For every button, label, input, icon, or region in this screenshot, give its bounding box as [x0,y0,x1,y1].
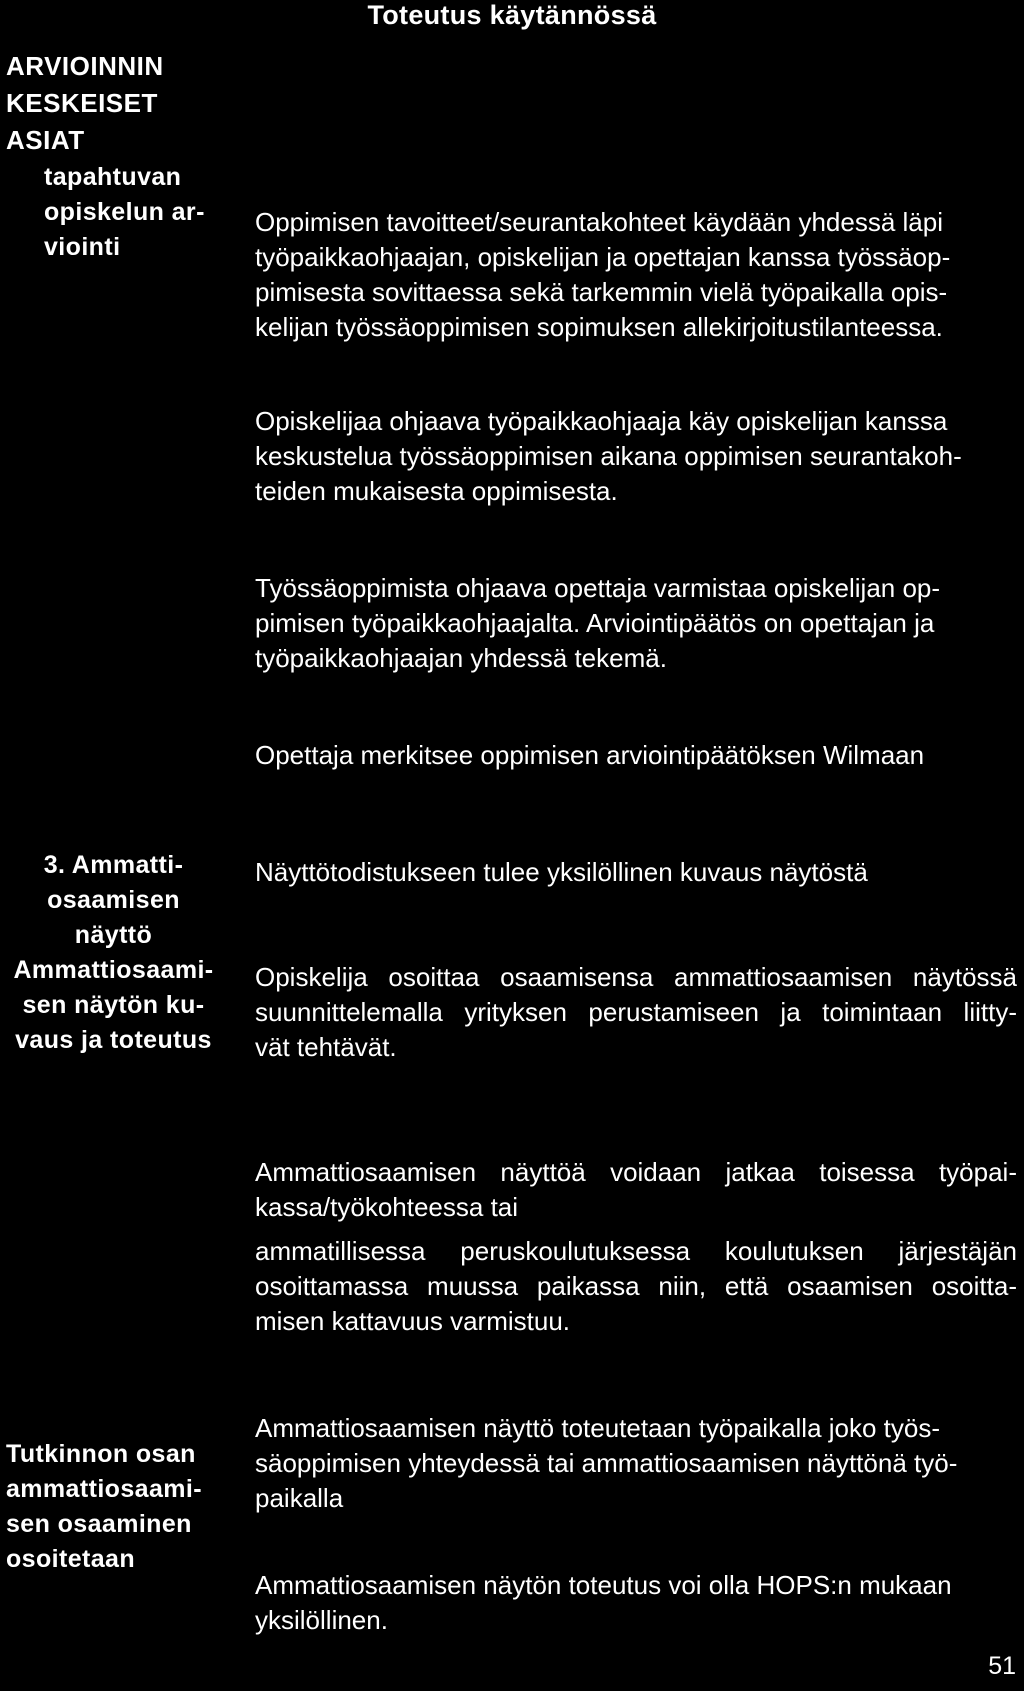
section-3-paragraph-2 [255,960,1017,1065]
page-number: 51 [988,1652,1016,1680]
text-line: keskustelua työssäoppimisen aikana oppimisen seurantakoh- [255,441,962,471]
section-1-label-line: tapahtuvan [44,163,182,191]
section-1-label-line: viointi [44,233,121,261]
section-1-paragraph-2 [255,404,1017,509]
section-1-label-line: opiskelun ar- [44,198,205,226]
section-3-paragraph-3 [255,1155,1017,1225]
text-line: Opiskelijaa ohjaava työpaikkaohjaaja käy opiskelijan kanssa [255,406,948,436]
section-3-label-line: osaamisen [47,886,180,914]
text-line: Työssäoppimista ohjaava opettaja varmistaa opiskelijan op- [255,573,941,603]
text-line: työpaikkaohjaajan, opiskelijan ja opettajan kanssa työssäop- [255,242,951,272]
text-line: paikalla [255,1483,344,1513]
text-line: Oppimisen tavoitteet/seurantakohteet käydään yhdessä läpi [255,207,943,237]
section-3-label-line: näyttö [74,921,153,949]
text-line: vät tehtävät. [255,1032,397,1062]
text-line: teiden mukaisesta oppimisesta. [255,476,618,506]
section-4-label [6,1437,221,1577]
text-line: kelijan työssäoppimisen sopimuksen allekirjoitustilanteessa. [255,312,943,342]
section-3-label-line: sen näytön ku- [22,991,205,1019]
section-3-label-line: 3. Ammatti- [43,851,184,879]
section-3-label-line: Ammattiosaami- [13,956,214,984]
section-1-paragraph-4 [255,738,1017,773]
text-line: misen kattavuus varmistuu. [255,1306,571,1336]
text-line: Ammattiosaamisen näyttöä voidaan jatkaa toisessa työpai- [255,1157,1017,1187]
section-1-paragraph-1 [255,205,1017,345]
text-line: ammatillisessa peruskoulutuksessa koulutuksen järjestäjän [255,1236,1017,1266]
section-4-label-line: Tutkinnon osan [6,1440,196,1468]
text-line: työpaikkaohjaajan yhdessä tekemä. [255,643,667,673]
section-1-label [44,160,214,265]
key-issues-heading-line: KESKEISET [6,88,158,118]
text-line: Opiskelija osoittaa osaamisensa ammattiosaamisen näytössä [255,962,1017,992]
section-4-label-line: ammattiosaami- [6,1475,202,1503]
text-line: suunnittelemalla yrityksen perustamiseen ja toimintaan liitty- [255,997,1017,1027]
section-4-paragraph-1 [255,1411,1017,1516]
text-line: Opettaja merkitsee oppimisen arviointipäätöksen Wilmaan [255,740,925,770]
column-header: Toteutus käytännössä [367,0,657,30]
section-3-paragraph-4 [255,1234,1017,1339]
text-line: pimisen työpaikkaohjaajalta. Arviointipäätös on opettajan ja [255,608,935,638]
text-line: kassa/työkohteessa tai [255,1192,519,1222]
key-issues-heading-line: ASIAT [6,125,85,155]
section-3-paragraph-1 [255,855,1017,890]
key-issues-heading-line: ARVIOINNIN [6,51,164,81]
text-line: Ammattiosaamisen näytön toteutus voi olla HOPS:n mukaan [255,1570,952,1600]
section-4-label-line: sen osaaminen [6,1510,192,1538]
key-issues-heading [6,48,206,159]
text-line: Ammattiosaamisen näyttö toteutetaan työpaikalla joko työs- [255,1413,941,1443]
section-3-label-line: vaus ja toteutus [15,1026,212,1054]
section-1-paragraph-3 [255,571,1017,676]
text-line: yksilöllinen. [255,1605,388,1635]
section-4-paragraph-2 [255,1568,1017,1638]
text-line: pimisesta sovittaessa sekä tarkemmin vielä työpaikalla opis- [255,277,948,307]
text-line: säoppimisen yhteydessä tai ammattiosaamisen näyttönä työ- [255,1448,958,1478]
text-line: osoittamassa muussa paikassa niin, että osaamisen osoitta- [255,1271,1017,1301]
section-4-label-line: osoitetaan [6,1545,136,1573]
section-3-label [6,848,221,1058]
text-line: Näyttötodistukseen tulee yksilöllinen kuvaus näytöstä [255,857,868,887]
